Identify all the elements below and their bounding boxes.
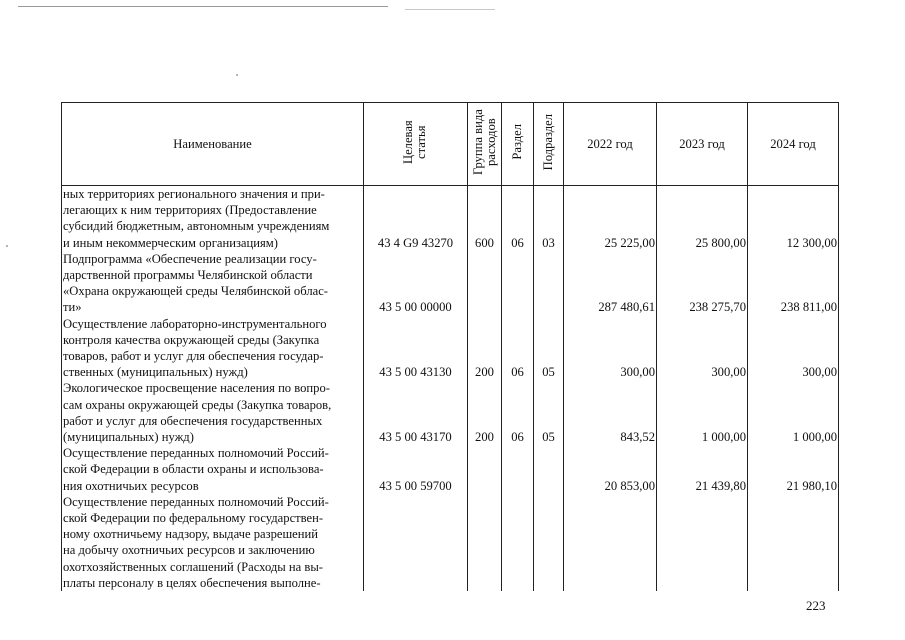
row-code: 43 5 00 59700 <box>364 445 468 494</box>
name-line: на добычу охотничьих ресурсов и заключению <box>63 543 315 558</box>
row-2023: 21 439,80 <box>657 445 748 494</box>
header-2024: 2024 год <box>748 103 839 186</box>
row-2024: 238 811,00 <box>748 251 839 316</box>
row-2024: 21 980,10 <box>748 445 839 494</box>
name-line: ному охотничьему надзору, выдаче разрешений <box>63 527 318 542</box>
row-name <box>62 316 364 381</box>
row-2024: 1 000,00 <box>748 380 839 445</box>
header-section: Раздел <box>502 103 534 186</box>
row-section: 06 <box>502 186 534 251</box>
row-subsection: 05 <box>534 316 564 381</box>
table-row <box>62 445 839 494</box>
name-line: Подпрограмма «Обеспечение реализации госу- <box>63 251 317 266</box>
row-2024: 300,00 <box>748 316 839 381</box>
row-group: 600 <box>468 186 502 251</box>
header-group: Группа вида расходов <box>468 103 502 186</box>
scan-dot <box>6 245 8 247</box>
budget-table <box>61 102 839 591</box>
header-target: Целевая статья <box>364 103 468 186</box>
row-section <box>502 445 534 494</box>
row-group <box>468 445 502 494</box>
row-code <box>364 494 468 591</box>
row-group <box>468 251 502 316</box>
table-row <box>62 380 839 445</box>
row-name <box>62 494 364 591</box>
table-header-row <box>62 103 839 186</box>
name-line: охотхозяйственных соглашений (Расходы на вы- <box>63 559 323 574</box>
row-subsection <box>534 494 564 591</box>
name-line: ния охотничьих ресурсов <box>63 478 199 493</box>
row-2023: 25 800,00 <box>657 186 748 251</box>
row-code: 43 5 00 00000 <box>364 251 468 316</box>
row-subsection: 03 <box>534 186 564 251</box>
name-line: субсидий бюджетным, автономным учреждениям <box>63 219 330 234</box>
row-2022: 843,52 <box>564 380 657 445</box>
row-name <box>62 445 364 494</box>
row-code: 43 5 00 43170 <box>364 380 468 445</box>
name-line: Осуществление лабораторно-инструментального <box>63 316 327 331</box>
name-line: «Охрана окружающей среды Челябинской облас- <box>63 284 328 299</box>
row-section <box>502 494 534 591</box>
row-group <box>468 494 502 591</box>
name-line: легающих к ним территориях (Предоставление <box>63 203 317 218</box>
name-line: работ и услуг для обеспечения государственных <box>63 413 323 428</box>
name-line: Осуществление переданных полномочий Россий- <box>63 494 329 509</box>
scan-line-top-right <box>405 9 495 10</box>
name-line: и иным некоммерческим организациям) <box>63 235 278 250</box>
row-section <box>502 251 534 316</box>
header-2023: 2023 год <box>657 103 748 186</box>
name-line: (муниципальных) нужд) <box>63 430 194 445</box>
header-name: Наименование <box>62 103 364 186</box>
name-line: сам охраны окружающей среды (Закупка товаров, <box>63 397 332 412</box>
name-line: ных территориях регионального значения и при- <box>63 187 325 201</box>
name-line: товаров, работ и услуг для обеспечения государ- <box>63 349 324 364</box>
page-number: 223 <box>806 598 826 613</box>
name-line: ти» <box>63 300 82 315</box>
row-group: 200 <box>468 380 502 445</box>
header-subsection: Подраздел <box>534 103 564 186</box>
row-code: 43 4 G9 43270 <box>364 186 468 251</box>
row-name <box>62 251 364 316</box>
name-line: контроля качества окружающей среды (Закупка <box>63 332 320 347</box>
table-row <box>62 251 839 316</box>
row-name <box>62 380 364 445</box>
row-group: 200 <box>468 316 502 381</box>
row-2024 <box>748 494 839 591</box>
row-2022: 300,00 <box>564 316 657 381</box>
scan-dot <box>236 74 238 76</box>
name-line: ской Федерации по федеральному государствен- <box>63 511 324 526</box>
row-subsection: 05 <box>534 380 564 445</box>
row-2023: 238 275,70 <box>657 251 748 316</box>
row-subsection <box>534 251 564 316</box>
row-2022: 20 853,00 <box>564 445 657 494</box>
table-row <box>62 316 839 381</box>
name-line: ской Федерации в области охраны и использова- <box>63 462 324 477</box>
name-line: Экологическое просвещение населения по вопро- <box>63 381 330 396</box>
name-line: платы персоналу в целях обеспечения выполне- <box>63 575 321 590</box>
name-line: ственных (муниципальных) нужд) <box>63 365 248 380</box>
row-2023: 1 000,00 <box>657 380 748 445</box>
row-2022: 25 225,00 <box>564 186 657 251</box>
scan-line-top <box>18 6 388 7</box>
row-name <box>62 186 364 251</box>
table-row <box>62 186 839 251</box>
header-2022: 2022 год <box>564 103 657 186</box>
row-section: 06 <box>502 316 534 381</box>
table-row <box>62 494 839 591</box>
row-2024: 12 300,00 <box>748 186 839 251</box>
row-code: 43 5 00 43130 <box>364 316 468 381</box>
row-section: 06 <box>502 380 534 445</box>
row-2022 <box>564 494 657 591</box>
row-2023 <box>657 494 748 591</box>
row-subsection <box>534 445 564 494</box>
name-line: Осуществление переданных полномочий Россий- <box>63 446 329 461</box>
name-line: дарственной программы Челябинской области <box>63 268 313 283</box>
row-2022: 287 480,61 <box>564 251 657 316</box>
row-2023: 300,00 <box>657 316 748 381</box>
budget-page <box>61 102 838 591</box>
